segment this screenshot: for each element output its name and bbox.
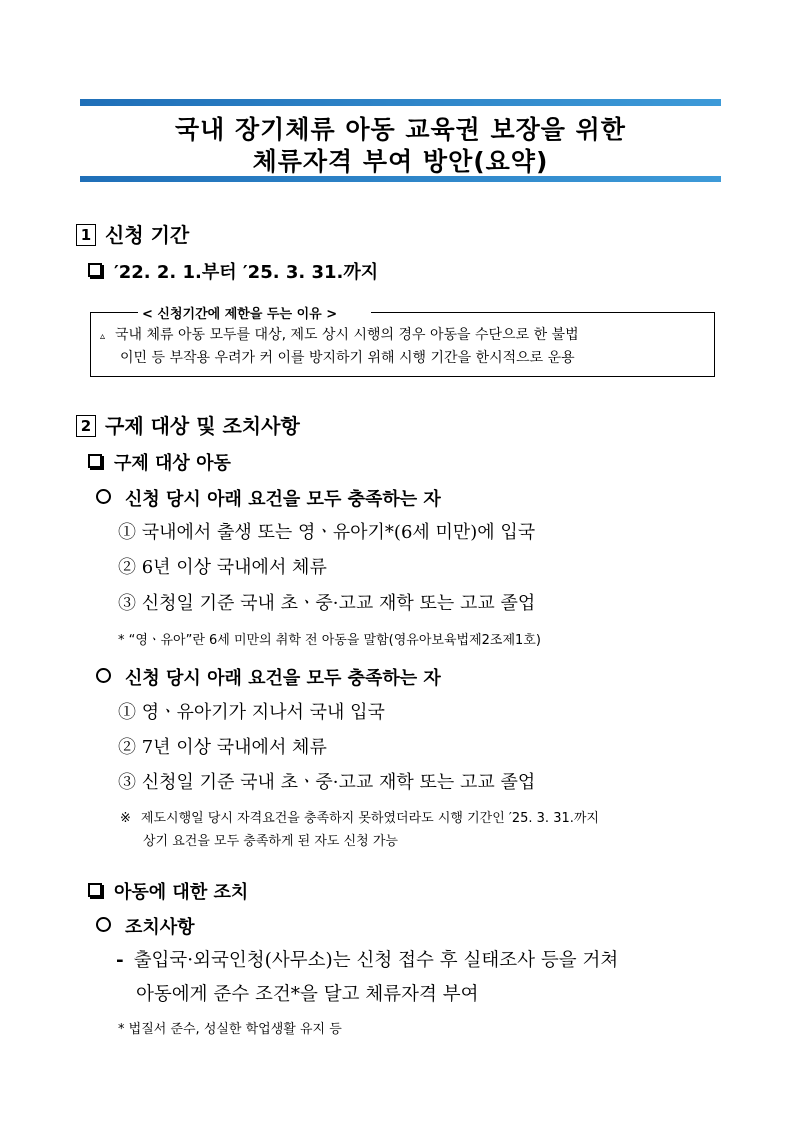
- reason-text-1: 국내 체류 아동 모두를 대상, 제도 상시 시행의 경우 아동을 수단으로 한 불법: [115, 327, 579, 343]
- measures-text-1: 출입국·외국인청(사무소)는 신청 접수 후 실태조사 등을 거쳐: [133, 950, 619, 971]
- group2-item-2: ② 7년 이상 국내에서 체류: [118, 737, 327, 758]
- section2-heading: [76, 410, 300, 439]
- reason-box-line1: [100, 324, 579, 344]
- group2-heading-text: 신청 당시 아래 요건을 모두 충족하는 자: [125, 668, 441, 689]
- group2-item-1: ① 영ㆍ유아기가 지나서 국내 입국: [118, 702, 385, 723]
- reason-box-line2: 이민 등 부작용 우려가 커 이를 방지하기 위해 시행 기간을 한시적으로 운용: [120, 350, 575, 366]
- square-bullet-icon: [88, 883, 102, 897]
- measures-heading: [88, 878, 248, 904]
- group2-note-text1: 제도시행일 당시 자격요건을 충족하지 못하였더라도 시행 기간인 ′25. 3. 31.까지: [140, 811, 599, 826]
- application-period: [88, 258, 378, 284]
- section1-heading: [76, 219, 189, 248]
- group1-heading-text: 신청 당시 아래 요건을 모두 충족하는 자: [125, 489, 441, 510]
- circle-bullet-icon: [96, 668, 111, 683]
- group1-heading: [96, 485, 441, 511]
- group1-item-1: ① 국내에서 출생 또는 영ㆍ유아기*(6세 미만)에 입국: [118, 522, 536, 543]
- section1-number: 1: [76, 224, 96, 246]
- group1-item-3: ③ 신청일 기준 국내 초ㆍ중·고교 재학 또는 고교 졸업: [118, 593, 536, 614]
- measures-line1: [116, 946, 618, 972]
- square-bullet-icon: [88, 454, 102, 468]
- group2-item-3: ③ 신청일 기준 국내 초ㆍ중·고교 재학 또는 고교 졸업: [118, 772, 536, 793]
- circle-bullet-icon: [96, 917, 111, 932]
- page-title-line1: 국내 장기체류 아동 교육권 보장을 위한: [175, 115, 626, 144]
- measures-note: * 법질서 준수, 성실한 학업생활 유지 등: [118, 1022, 342, 1037]
- section2-title: 구제 대상 및 조치사항: [105, 414, 300, 438]
- measures-sub-heading: [96, 913, 195, 939]
- box-top-border-left: [90, 312, 142, 313]
- square-bullet-icon: [88, 263, 102, 277]
- triangle-bullet-icon: ▵: [100, 331, 106, 342]
- group1-note: * “영ㆍ유아”란 6세 미만의 취학 전 아동을 말함(영유아보육법제2조제1호): [118, 633, 541, 648]
- group2-note-line1: [120, 807, 599, 826]
- period-text: ′22. 2. 1.부터 ′25. 3. 31.까지: [114, 262, 379, 283]
- reference-mark: ※: [120, 811, 131, 826]
- circle-bullet-icon: [96, 489, 111, 504]
- group2-heading: [96, 664, 441, 690]
- measures-heading-text: 아동에 대한 조치: [114, 882, 249, 903]
- title-top-bar: [80, 99, 721, 106]
- section2-number: 2: [76, 415, 96, 437]
- measures-sub-heading-text: 조치사항: [125, 917, 195, 938]
- measures-line2: 아동에게 준수 조건*을 달고 체류자격 부여: [136, 984, 479, 1005]
- title-bottom-bar: [80, 176, 721, 182]
- dash-bullet: -: [116, 950, 124, 971]
- target-heading-text: 구제 대상 아동: [114, 453, 231, 474]
- group1-item-2: ② 6년 이상 국내에서 체류: [118, 557, 327, 578]
- page-title-line2: 체류자격 부여 방안(요약): [252, 147, 549, 176]
- box-top-border-right: [371, 312, 714, 313]
- target-heading: [88, 449, 231, 475]
- group2-note-line2: 상기 요건을 모두 충족하게 된 자도 신청 가능: [143, 834, 398, 849]
- section1-title: 신청 기간: [105, 223, 190, 247]
- reason-box-label: < 신청기간에 제한을 두는 이유 >: [138, 303, 341, 322]
